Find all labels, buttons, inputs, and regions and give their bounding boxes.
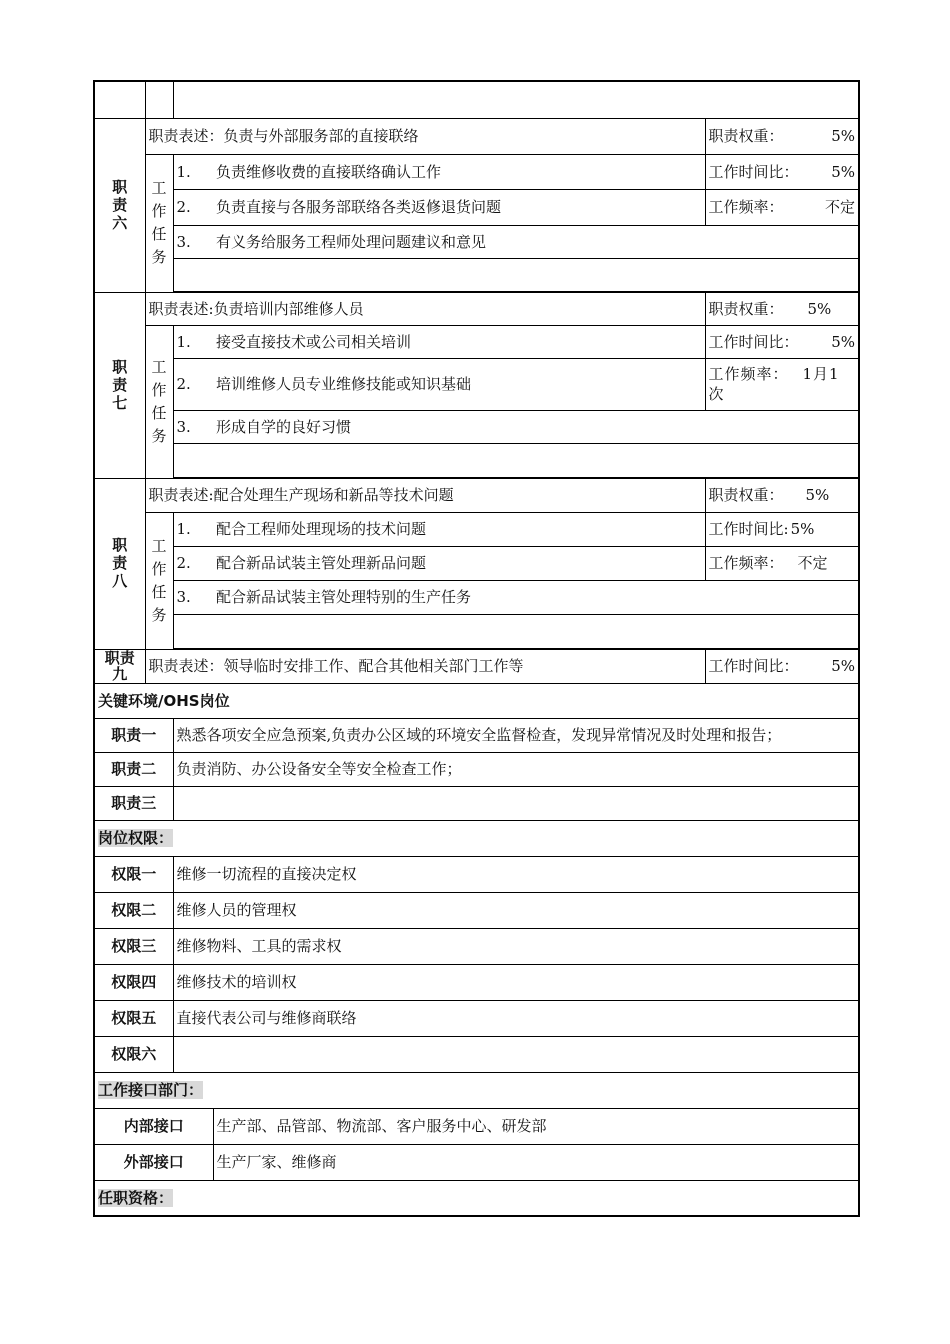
item-number: 1. xyxy=(173,154,213,189)
authority-header-row xyxy=(94,820,859,856)
duty-6-desc-row xyxy=(94,118,859,154)
item-text: 负责直接与各服务部联络各类返修退货问题 xyxy=(213,189,705,225)
ohs-title: 关键环境/OHS岗位 xyxy=(94,683,859,718)
duty-7-desc-row xyxy=(94,292,859,325)
duty-7-item-3 xyxy=(94,410,859,443)
item-text: 培训维修人员专业维修技能或知识基础 xyxy=(213,358,705,410)
duty-7-label: 职责七 xyxy=(94,292,145,478)
interface-text: 生产部、品管部、物流部、客户服务中心、研发部 xyxy=(213,1108,859,1144)
item-text: 配合工程师处理现场的技术问题 xyxy=(213,512,705,546)
item-text: 接受直接技术或公司相关培训 xyxy=(213,325,705,358)
authority-title: 岗位权限： xyxy=(94,820,859,856)
duty-8-desc-row xyxy=(94,478,859,512)
duty-7-blank xyxy=(94,443,859,477)
duty-6-item-3 xyxy=(94,225,859,258)
duty-7-weight: 职责权重： 5% xyxy=(705,292,859,325)
duty-6-blank xyxy=(94,258,859,291)
blank-cell xyxy=(145,81,173,118)
item-text: 形成自学的良好习惯 xyxy=(213,410,859,443)
item-number: 2. xyxy=(173,546,213,580)
duty-8-task-label: 工作任务 xyxy=(145,512,173,649)
item-number: 2. xyxy=(173,189,213,225)
item-number: 1. xyxy=(173,325,213,358)
item-text: 负责维修收费的直接联络确认工作 xyxy=(213,154,705,189)
interface-label: 外部接口 xyxy=(94,1144,213,1180)
duty-6-desc: 职责表述：负责与外部服务部的直接联络 xyxy=(145,118,705,154)
authority-label: 权限五 xyxy=(94,1000,173,1036)
item-text: 配合新品试装主管处理新品问题 xyxy=(213,546,705,580)
duty-6-weight: 职责权重： 5% xyxy=(705,118,859,154)
duty-8-item-2 xyxy=(94,546,859,580)
item-meta: 工作频率： 不定 xyxy=(705,546,859,580)
duty-8-weight: 职责权重： 5% xyxy=(705,478,859,512)
interface-title: 工作接口部门： xyxy=(94,1072,859,1108)
authority-text: 维修人员的管理权 xyxy=(173,892,859,928)
ohs-text xyxy=(173,786,859,820)
item-number: 1. xyxy=(173,512,213,546)
blank-cell xyxy=(173,81,859,118)
item-text: 配合新品试装主管处理特别的生产任务 xyxy=(213,580,859,614)
ohs-label: 职责二 xyxy=(94,752,173,786)
authority-text: 维修技术的培训权 xyxy=(173,964,859,1000)
duty-table xyxy=(93,80,860,1217)
blank-cell xyxy=(94,81,145,118)
authority-row-6 xyxy=(94,1036,859,1072)
duty-6-item-2 xyxy=(94,189,859,225)
authority-label: 权限四 xyxy=(94,964,173,1000)
authority-text: 维修物料、工具的需求权 xyxy=(173,928,859,964)
item-meta: 工作时间比： 5% xyxy=(705,325,859,358)
duty-9-meta: 工作时间比： 5% xyxy=(705,649,859,683)
interface-label: 内部接口 xyxy=(94,1108,213,1144)
interface-row-2 xyxy=(94,1144,859,1180)
duty-8-blank xyxy=(94,614,859,648)
item-number: 3. xyxy=(173,225,213,258)
blank-cell xyxy=(173,614,859,648)
authority-row-2 xyxy=(94,892,859,928)
duty-6-task-label: 工作任务 xyxy=(145,154,173,292)
authority-label: 权限三 xyxy=(94,928,173,964)
authority-text: 直接代表公司与维修商联络 xyxy=(173,1000,859,1036)
item-meta: 工作频率： 不定 xyxy=(705,189,859,225)
blank-cell xyxy=(173,443,859,477)
authority-row-5 xyxy=(94,1000,859,1036)
duty-9-desc: 职责表述：领导临时安排工作、配合其他相关部门工作等 xyxy=(145,649,705,683)
duty-7-item-2 xyxy=(94,358,859,410)
authority-label: 权限六 xyxy=(94,1036,173,1072)
qualification-header-row xyxy=(94,1180,859,1216)
ohs-label: 职责一 xyxy=(94,718,173,752)
duty-9-row xyxy=(94,649,859,683)
item-meta: 工作时间比： 5% xyxy=(705,154,859,189)
duty-8-label: 职责八 xyxy=(94,478,145,649)
duty-8-item-3 xyxy=(94,580,859,614)
authority-row-3 xyxy=(94,928,859,964)
duty-6-label: 职责六 xyxy=(94,118,145,292)
authority-row-4 xyxy=(94,964,859,1000)
item-number: 3. xyxy=(173,410,213,443)
duty-7-desc: 职责表述:负责培训内部维修人员 xyxy=(145,292,705,325)
duty-7-task-label: 工作任务 xyxy=(145,325,173,478)
blank-top-row xyxy=(94,81,859,118)
item-number: 2. xyxy=(173,358,213,410)
blank-cell xyxy=(173,258,859,291)
ohs-text: 负责消防、办公设备安全等安全检查工作； xyxy=(173,752,859,786)
authority-label: 权限二 xyxy=(94,892,173,928)
duty-7-item-1 xyxy=(94,325,859,358)
duty-6-item-1 xyxy=(94,154,859,189)
item-text: 有义务给服务工程师处理问题建议和意见 xyxy=(213,225,859,258)
ohs-header-row xyxy=(94,683,859,718)
duty-8-item-1 xyxy=(94,512,859,546)
qualification-title: 任职资格： xyxy=(94,1180,859,1216)
authority-row-1 xyxy=(94,856,859,892)
authority-label: 权限一 xyxy=(94,856,173,892)
authority-text xyxy=(173,1036,859,1072)
job-description-sheet xyxy=(93,80,858,1217)
item-number: 3. xyxy=(173,580,213,614)
ohs-label: 职责三 xyxy=(94,786,173,820)
interface-row-1 xyxy=(94,1108,859,1144)
ohs-row-2 xyxy=(94,752,859,786)
duty-9-label: 职责九 xyxy=(94,649,145,683)
duty-8-desc: 职责表述:配合处理生产现场和新品等技术问题 xyxy=(145,478,705,512)
ohs-row-3 xyxy=(94,786,859,820)
item-meta: 工作时间比: 5% xyxy=(705,512,859,546)
item-meta: 工作频率： 1月1次 xyxy=(705,358,859,410)
authority-text: 维修一切流程的直接决定权 xyxy=(173,856,859,892)
interface-header-row xyxy=(94,1072,859,1108)
ohs-text: 熟悉各项安全应急预案,负责办公区域的环境安全监督检查，发现异常情况及时处理和报告； xyxy=(173,718,859,752)
ohs-row-1 xyxy=(94,718,859,752)
interface-text: 生产厂家、维修商 xyxy=(213,1144,859,1180)
